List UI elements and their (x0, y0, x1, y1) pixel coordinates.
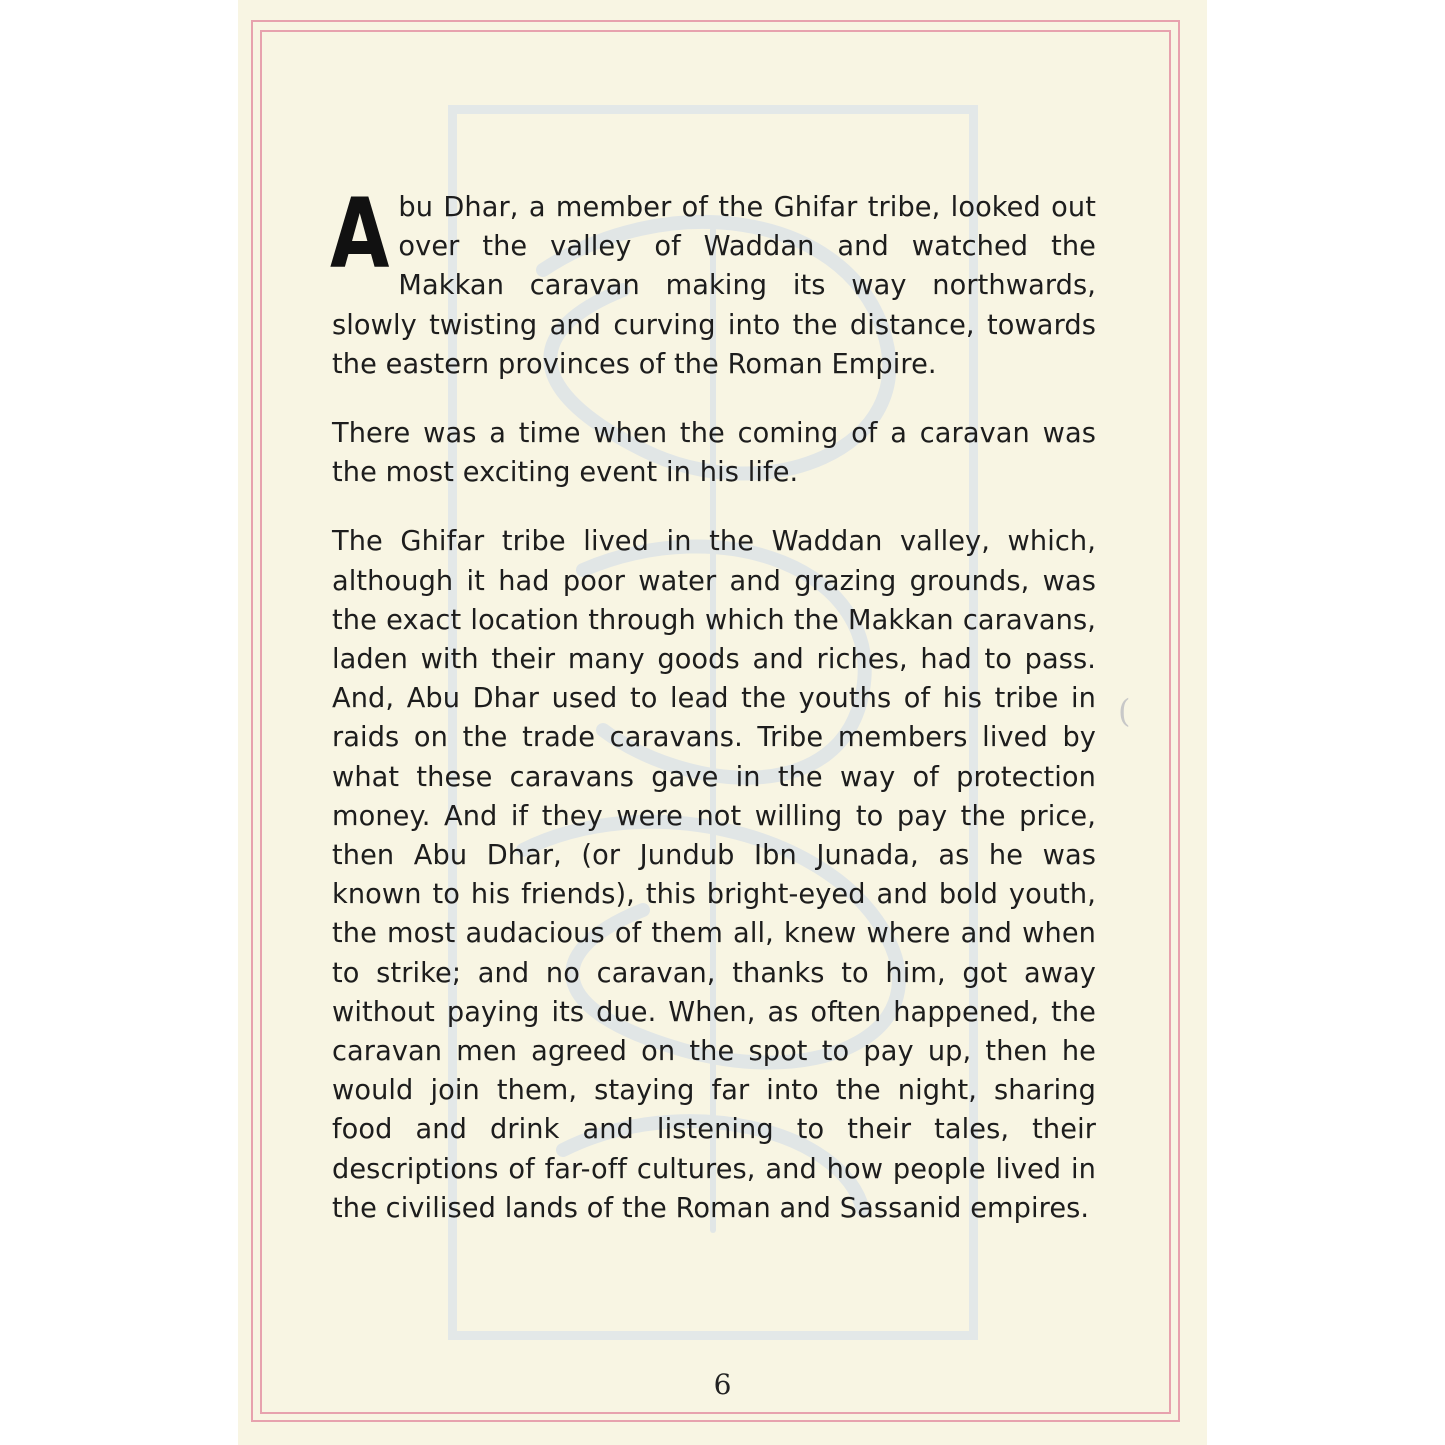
drop-cap: A (330, 178, 390, 290)
book-page (238, 0, 1207, 1445)
paragraph-2: There was a time when the coming of a caravan was the most exciting event in his life. (332, 418, 1096, 489)
body-text (330, 178, 1096, 1258)
paragraph-3: The Ghifar tribe lived in the Waddan valley, which, although it had poor water and grazing grounds, was the exact location through which the Makkan caravans, laden with their many goods and riches, had to pass. And, Abu Dhar used to lead the youths of his tribe in raids on the trade caravans. Tribe members lived by what these caravans gave in the way of protection money. And if they were not willing to pay the price, then Abu Dhar, (or Jundub Ibn Junada, as he was known to his friends), this bright-eyed and bold youth, the most audacious of them all, knew where and when to strike; and no caravan, thanks to him, got away without paying its due. When, as often happened, the caravan men agreed on the spot to pay up, then he would join them, staying far into the night, sharing food and drink and listening to their tales, their descriptions of far-off cultures, and how people lived in the civilised lands of the Roman and Sassanid empires. (332, 526, 1096, 1224)
paragraph-1-text: bu Dhar, a member of the Ghifar tribe, looked out over the valley of Waddan and watched the Makkan caravan making its way northwards, slowly twisting and curving into the distance, towards the eastern provinces of the Roman Empire. (332, 192, 1096, 380)
paragraph-1 (330, 178, 1096, 384)
page-number: 6 (713, 1368, 732, 1401)
margin-mark: ( (1118, 692, 1131, 730)
